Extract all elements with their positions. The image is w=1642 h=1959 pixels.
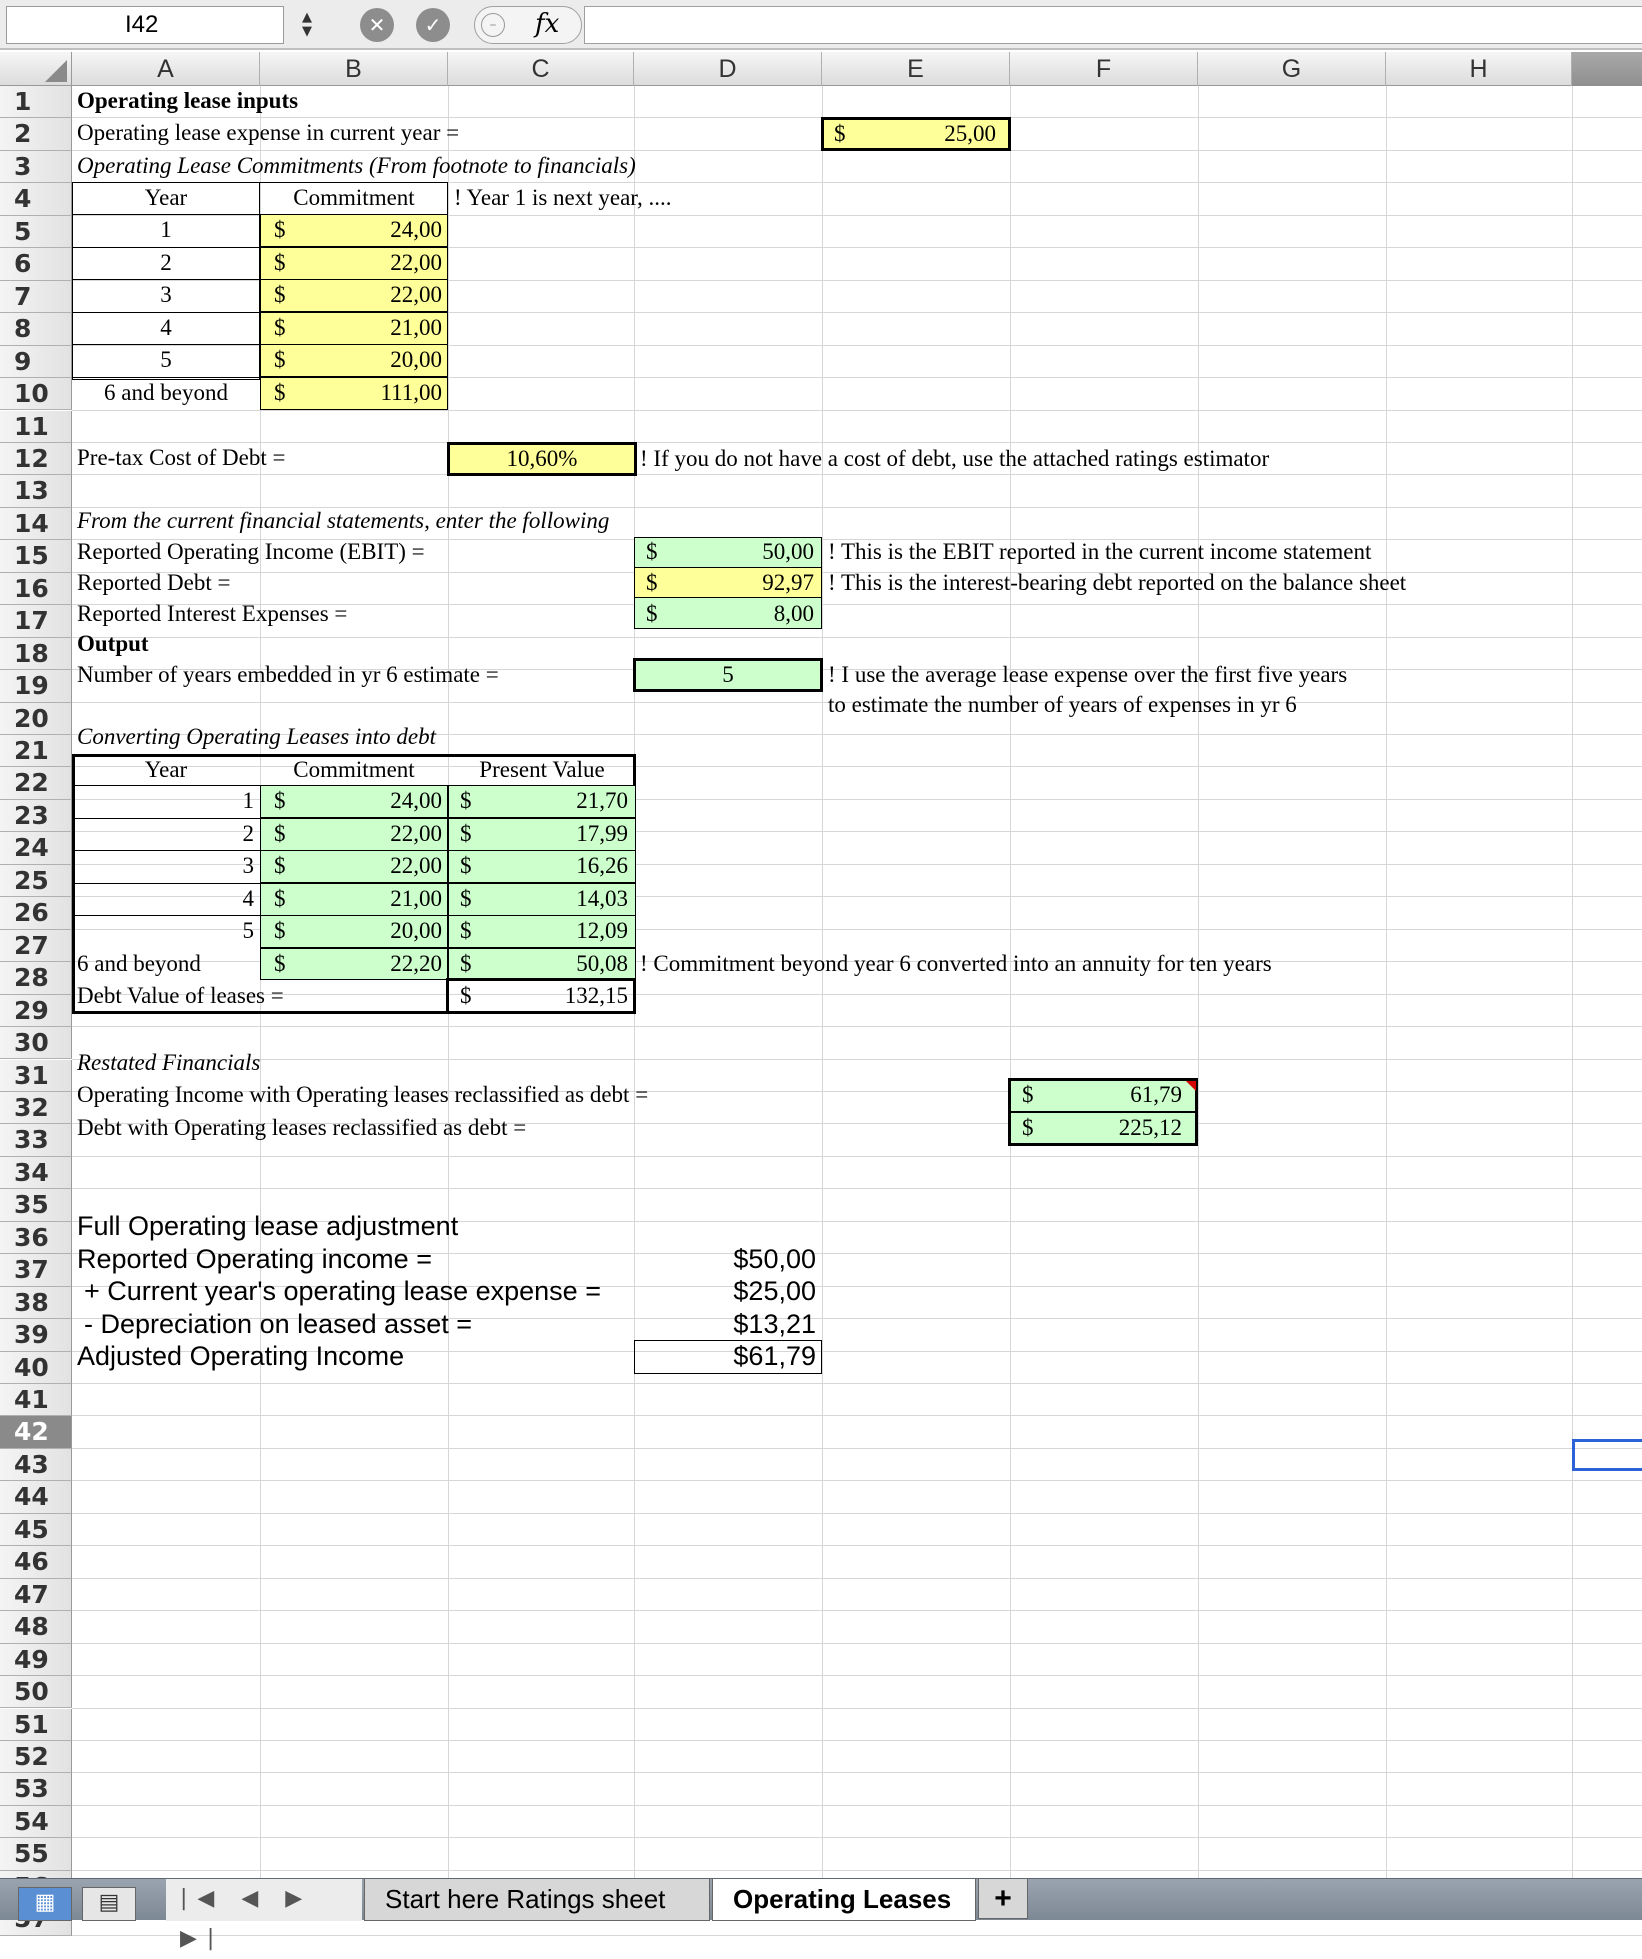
normal-view-icon[interactable]: ▦ xyxy=(18,1887,72,1921)
select-all-icon xyxy=(45,60,67,82)
conv-commitment: 22,00 xyxy=(390,820,442,846)
column-header-i[interactable] xyxy=(1572,52,1642,86)
converting-title: Converting Operating Leases into debt xyxy=(77,724,437,749)
debt-note: ! This is the interest-bearing debt reported on the balance sheet xyxy=(828,570,1407,595)
column-header-h[interactable]: H xyxy=(1386,52,1572,86)
years-label: Number of years embedded in yr 6 estimate = xyxy=(77,662,499,687)
tab-ratings-sheet[interactable]: Start here Ratings sheet xyxy=(364,1879,710,1921)
conv-pv-dollar: $ xyxy=(460,885,472,911)
column-header-b[interactable]: B xyxy=(260,52,448,86)
adjustment-title: Full Operating lease adjustment xyxy=(77,1211,459,1241)
row-header-15[interactable]: 15 xyxy=(0,540,72,572)
row-header-4[interactable]: 4 xyxy=(0,183,72,215)
row-header-17[interactable]: 17 xyxy=(0,605,72,637)
conv-commitment: 20,00 xyxy=(390,918,442,943)
output-title: Output xyxy=(77,631,149,656)
add-sheet-icon[interactable]: + xyxy=(978,1879,1028,1919)
comment-indicator-icon[interactable] xyxy=(1186,1081,1196,1091)
row-header-14[interactable]: 14 xyxy=(0,508,72,540)
commitment-value: 111,00 xyxy=(380,379,442,405)
tab-operating-leases[interactable]: Operating Leases xyxy=(712,1879,976,1921)
conv-year: 5 xyxy=(242,918,254,943)
expense-label: Operating lease expense in current year = xyxy=(77,120,460,145)
row-header-10[interactable]: 10 xyxy=(0,378,72,410)
beyond-c-dollar: $ xyxy=(274,951,286,976)
commitment-year: 3 xyxy=(160,282,172,307)
conv-pv-dollar: $ xyxy=(460,853,472,878)
interest-label: Reported Interest Expenses = xyxy=(77,601,348,626)
row-header-52[interactable]: 52 xyxy=(0,1741,72,1773)
row-header-8[interactable]: 8 xyxy=(0,313,72,345)
reported-income-value: $50,00 xyxy=(733,1244,816,1274)
commitment-year: 4 xyxy=(160,314,172,340)
lease-expense-value: $25,00 xyxy=(733,1276,816,1306)
debt-value: 92,97 xyxy=(762,570,814,595)
debt-restated-dollar: $ xyxy=(1022,1115,1034,1140)
adjusted-income-label: Adjusted Operating Income xyxy=(77,1341,405,1371)
row-header-44[interactable]: 44 xyxy=(0,1481,72,1513)
conv-commitment-header: Commitment xyxy=(293,757,415,782)
row-header-16[interactable]: 16 xyxy=(0,573,72,605)
row-header-45[interactable]: 45 xyxy=(0,1514,72,1546)
insert-function-button[interactable] xyxy=(474,6,582,44)
row-header-39[interactable]: 39 xyxy=(0,1319,72,1351)
row-header-24[interactable]: 24 xyxy=(0,832,72,864)
op-income-label: Operating Income with Operating leases reclassified as debt = xyxy=(77,1082,649,1107)
conv-pv: 16,26 xyxy=(576,853,628,878)
row-header-54[interactable]: 54 xyxy=(0,1806,72,1838)
page-layout-view-icon[interactable]: ▤ xyxy=(82,1887,136,1921)
row-header-43[interactable]: 43 xyxy=(0,1449,72,1481)
name-box[interactable]: I42 xyxy=(6,6,284,44)
years-note-2: to estimate the number of years of expenses in yr 6 xyxy=(828,692,1297,717)
conv-commitment-dollar: $ xyxy=(274,918,286,943)
row-header-48[interactable]: 48 xyxy=(0,1611,72,1643)
row-header-29[interactable]: 29 xyxy=(0,995,72,1027)
column-header-g[interactable]: G xyxy=(1198,52,1386,86)
conv-commitment-dollar: $ xyxy=(274,853,286,878)
ebit-dollar: $ xyxy=(646,539,658,564)
commitment-year: 2 xyxy=(160,249,172,275)
row-header-5[interactable]: 5 xyxy=(0,216,72,248)
column-header-a[interactable]: A xyxy=(72,52,260,86)
debt-dollar: $ xyxy=(646,570,658,595)
row-header-3[interactable]: 3 xyxy=(0,151,72,183)
debt-value-amount: 132,15 xyxy=(564,983,628,1008)
conv-commitment: 21,00 xyxy=(390,885,442,911)
row-header-23[interactable]: 23 xyxy=(0,800,72,832)
cell-area[interactable] xyxy=(72,86,1642,1878)
row-header-13[interactable]: 13 xyxy=(0,475,72,507)
commitment-dollar: $ xyxy=(274,249,286,275)
formula-bar xyxy=(0,0,1642,50)
commitment-year: 1 xyxy=(160,217,172,242)
row-header-6[interactable]: 6 xyxy=(0,248,72,280)
commitment-value: 24,00 xyxy=(390,217,442,242)
interest-value: 8,00 xyxy=(773,601,814,626)
selected-cell[interactable] xyxy=(1572,1439,1642,1471)
commitment-value: 20,00 xyxy=(390,347,442,372)
ebit-label: Reported Operating Income (EBIT) = xyxy=(77,539,425,564)
column-header-bar xyxy=(0,52,1642,86)
function-dropdown-icon: – xyxy=(481,13,505,37)
expense-value: 25,00 xyxy=(944,121,996,146)
row-header-53[interactable]: 53 xyxy=(0,1773,72,1805)
cancel-icon[interactable]: ✕ xyxy=(360,8,394,42)
commitment-header: Commitment xyxy=(293,185,415,210)
select-all-button[interactable] xyxy=(0,52,72,86)
year-header: Year xyxy=(144,185,188,210)
cost-of-debt-value: 10,60% xyxy=(506,446,578,471)
row-header-50[interactable]: 50 xyxy=(0,1676,72,1708)
conv-pv: 17,99 xyxy=(576,820,628,846)
commitment-year: 5 xyxy=(160,347,172,372)
column-header-e[interactable]: E xyxy=(822,52,1010,86)
conv-commitment-dollar: $ xyxy=(274,885,286,911)
row-header-2[interactable]: 2 xyxy=(0,118,72,150)
inputs-title: Operating lease inputs xyxy=(77,88,299,113)
commitment-dollar: $ xyxy=(274,379,286,405)
conv-year: 4 xyxy=(242,885,254,911)
row-header-33[interactable]: 33 xyxy=(0,1124,72,1156)
debt-restated-value: 225,12 xyxy=(1118,1115,1182,1140)
conv-pv: 14,03 xyxy=(576,885,628,911)
row-header-40[interactable]: 40 xyxy=(0,1352,72,1384)
commitment-dollar: $ xyxy=(274,217,286,242)
row-header-12[interactable]: 12 xyxy=(0,443,72,475)
conv-year-header: Year xyxy=(144,757,188,782)
row-header-32[interactable]: 32 xyxy=(0,1092,72,1124)
expense-dollar: $ xyxy=(834,121,846,146)
commitment-value: 21,00 xyxy=(390,314,442,340)
column-header-d[interactable]: D xyxy=(634,52,822,86)
row-header-47[interactable]: 47 xyxy=(0,1579,72,1611)
formula-input[interactable] xyxy=(584,6,1642,44)
row-header-19[interactable]: 19 xyxy=(0,670,72,702)
row-header-22[interactable]: 22 xyxy=(0,767,72,799)
cost-of-debt-label: Pre-tax Cost of Debt = xyxy=(77,445,286,470)
beyond-commitment: 22,20 xyxy=(390,951,442,976)
statements-title: From the current financial statements, enter the following xyxy=(77,508,610,533)
op-income-value: 61,79 xyxy=(1130,1082,1182,1107)
debt-restated-label: Debt with Operating leases reclassified as debt = xyxy=(77,1115,527,1140)
sheet-tab-bar xyxy=(0,1878,1642,1951)
row-header-11[interactable]: 11 xyxy=(0,411,72,443)
row-header-37[interactable]: 37 xyxy=(0,1254,72,1286)
ebit-value: 50,00 xyxy=(762,539,814,564)
row-header-27[interactable]: 27 xyxy=(0,930,72,962)
sheet-nav-arrows-icon[interactable]: |◀ ◀ ▶ ▶| xyxy=(166,1879,362,1921)
row-header-55[interactable]: 55 xyxy=(0,1838,72,1870)
commitment-value: 22,00 xyxy=(390,282,442,307)
commitment-dollar: $ xyxy=(274,347,286,372)
conv-commitment: 24,00 xyxy=(390,788,442,813)
reported-income-label: Reported Operating income = xyxy=(77,1244,432,1274)
commitment-year: 6 and beyond xyxy=(104,379,228,405)
commitments-title: Operating Lease Commitments (From footnote to financials) xyxy=(77,153,636,178)
conv-year: 3 xyxy=(242,853,254,878)
row-header-31[interactable]: 31 xyxy=(0,1060,72,1092)
row-header-42[interactable]: 42 xyxy=(0,1416,72,1448)
debt-value-label: Debt Value of leases = xyxy=(77,983,284,1008)
beyond-label: 6 and beyond xyxy=(77,951,201,976)
cost-of-debt-note: ! If you do not have a cost of debt, use the attached ratings estimator xyxy=(640,446,1270,471)
beyond-note: ! Commitment beyond year 6 converted into an annuity for ten years xyxy=(640,951,1272,976)
column-header-c[interactable]: C xyxy=(448,52,634,86)
row-header-21[interactable]: 21 xyxy=(0,735,72,767)
row-header-51[interactable]: 51 xyxy=(0,1709,72,1741)
adjusted-income-value: $61,79 xyxy=(733,1341,816,1371)
row-header-30[interactable]: 30 xyxy=(0,1027,72,1059)
years-value: 5 xyxy=(722,662,734,687)
row-header-1[interactable]: 1 xyxy=(0,86,72,118)
conv-commitment: 22,00 xyxy=(390,853,442,878)
commitment-dollar: $ xyxy=(274,282,286,307)
depreciation-label: - Depreciation on leased asset = xyxy=(84,1309,472,1339)
years-note-1: ! I use the average lease expense over the first five years xyxy=(828,662,1348,687)
interest-dollar: $ xyxy=(646,601,658,626)
row-header-20[interactable]: 20 xyxy=(0,703,72,735)
lease-expense-label: + Current year's operating lease expense = xyxy=(84,1276,601,1306)
conv-commitment-dollar: $ xyxy=(274,788,286,813)
conv-pv-dollar: $ xyxy=(460,918,472,943)
beyond-pv-dollar: $ xyxy=(460,951,472,976)
row-header-18[interactable]: 18 xyxy=(0,638,72,670)
conv-pv-dollar: $ xyxy=(460,820,472,846)
op-income-dollar: $ xyxy=(1022,1082,1034,1107)
depreciation-value: $13,21 xyxy=(733,1309,816,1339)
commitment-value: 22,00 xyxy=(390,249,442,275)
name-box-stepper-icon[interactable]: ▲ ▼ xyxy=(302,10,312,39)
row-header-36[interactable]: 36 xyxy=(0,1222,72,1254)
debt-value-dollar: $ xyxy=(460,983,472,1008)
row-header-9[interactable]: 9 xyxy=(0,346,72,378)
year1-note: ! Year 1 is next year, .... xyxy=(454,185,672,210)
conv-pv-header: Present Value xyxy=(479,757,605,782)
spreadsheet-grid xyxy=(0,52,1642,1878)
row-header-35[interactable]: 35 xyxy=(0,1189,72,1221)
row-header-46[interactable]: 46 xyxy=(0,1546,72,1578)
conv-year: 1 xyxy=(242,788,254,813)
conv-pv-dollar: $ xyxy=(460,788,472,813)
row-header-25[interactable]: 25 xyxy=(0,865,72,897)
row-header-41[interactable]: 41 xyxy=(0,1384,72,1416)
row-header-34[interactable]: 34 xyxy=(0,1157,72,1189)
conv-pv: 12,09 xyxy=(576,918,628,943)
column-header-f[interactable]: F xyxy=(1010,52,1198,86)
conv-pv: 21,70 xyxy=(576,788,628,813)
row-header-26[interactable]: 26 xyxy=(0,897,72,929)
restated-title: Restated Financials xyxy=(77,1050,261,1075)
commitment-dollar: $ xyxy=(274,314,286,340)
fx-icon: fx xyxy=(535,9,560,39)
row-header-28[interactable]: 28 xyxy=(0,962,72,994)
ebit-note: ! This is the EBIT reported in the current income statement xyxy=(828,539,1372,564)
row-header-49[interactable]: 49 xyxy=(0,1644,72,1676)
debt-label: Reported Debt = xyxy=(77,570,231,595)
conv-commitment-dollar: $ xyxy=(274,820,286,846)
conv-year: 2 xyxy=(242,820,254,846)
enter-icon[interactable]: ✓ xyxy=(416,8,450,42)
row-header-38[interactable]: 38 xyxy=(0,1287,72,1319)
row-header-7[interactable]: 7 xyxy=(0,281,72,313)
beyond-pv: 50,08 xyxy=(576,951,628,976)
